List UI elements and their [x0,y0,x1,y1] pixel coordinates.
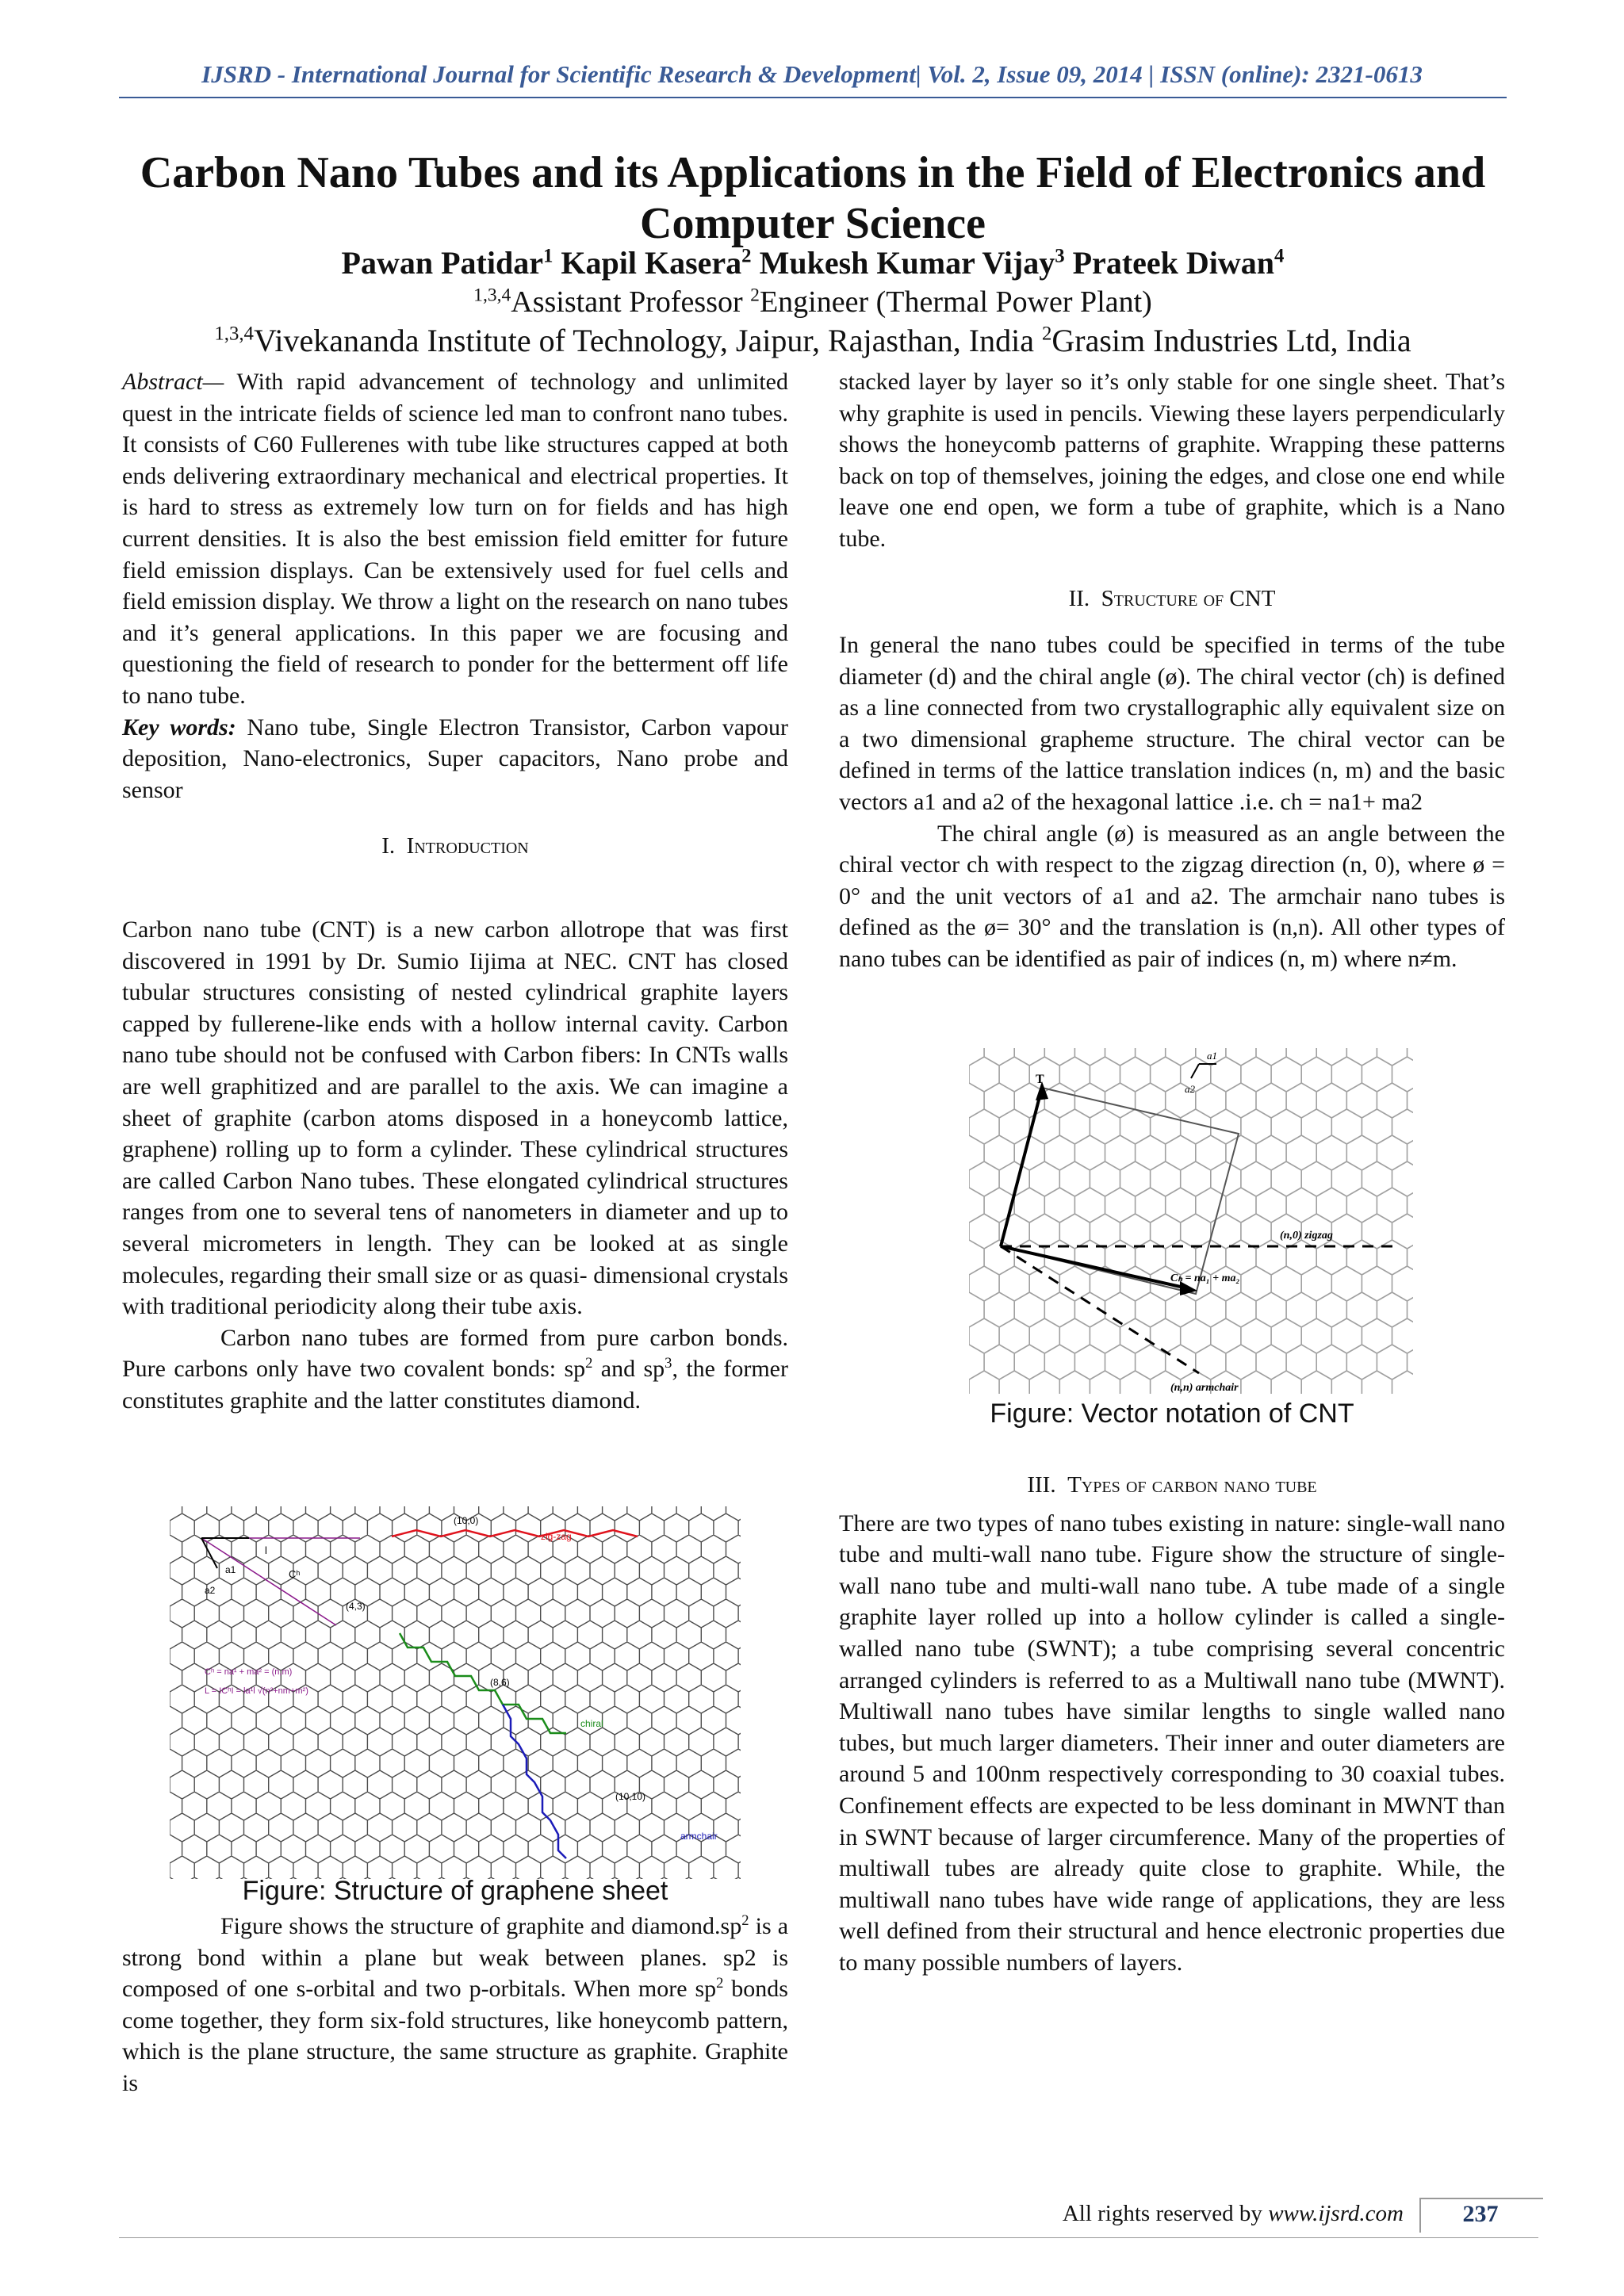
a2-unit [1191,1064,1199,1078]
affil-sup: 1,3,4 [214,323,254,345]
author-name: Kapil Kasera [561,245,742,281]
a2-label: a2 [1185,1083,1195,1095]
affil-sup: 1,3,4 [473,285,511,306]
vector-figure-caption: Figure: Vector notation of CNT [990,1399,1354,1429]
armchair-direction [1001,1246,1199,1373]
author-name: Prateek Diwan [1072,245,1275,281]
point-label: (4,3) [346,1601,366,1612]
keywords-label: Key words: [122,714,236,740]
paper-title: Carbon Nano Tubes and its Applications in the Field of Electronics and Computer Science [140,148,1486,248]
a1-label: a1 [225,1564,236,1575]
footer-site-link[interactable]: www.ijsrd.com [1268,2201,1404,2226]
ch-label: Cʰ [289,1568,301,1580]
armchair-path [503,1705,566,1858]
right-column-structure [839,629,1505,975]
left-column-intro [122,914,788,1417]
author-name: Mukesh Kumar Vijay [759,245,1055,281]
vector-lattice [969,1048,1413,1394]
right-column-top [839,366,1505,614]
left-column-bottom [122,1911,788,2099]
author-sup: 2 [741,245,752,267]
structure-paragraph-2: The chiral angle (ø) is measured as an angle between the chiral vector ch with respect to the zigzag direction (n, 0), where ø = 0° and the unit vectors of a1 and a2. The armchair nano tubes is defined as the ø= 30° and the translation is (n,n). All other types of nano tubes can be identified as pair of indices (n, m) where n≠m. [839,820,1505,972]
header-rule [119,97,1507,98]
footer-rule [119,2237,1538,2238]
structure-paragraph-1: In general the nano tubes could be specified in terms of the tube diameter (d) and the chiral angle (ø). The chiral vector (ch) is defined as a line connected from two crystallographic ally equivalent size on a two dimensional grapheme structure. The chiral vector can be defined in terms of the lattice translation indices (n, m) and the basic vectors a1 and a2 of the hexagonal lattice .i.e. ch = na1+ ma2 [839,632,1505,815]
types-paragraph-1: There are two types of nano tubes existing in nature: single-wall nano tube and multi-wall nano tube. Figure show the structure of single-wall nano tube and multi-wall nano tube. A tube made of a single graphite layer rolled up into a hollow cylinder is called a single-walled nano tube (SWNT); a tube comprising several concentric arranged cylinders is referred to as a Multiwall nano tube (MWNT). Multiwall nano tubes have similar lengths to single walled nano tubes, but much larger diameters. Their inner and outer diameters are around 5 and 100nm respectively corresponding to 30 coaxial tubes. Confinement effects are expected to be less dominant in MWNT than in SWNT because of larger circumference. Many of the properties of multiwall tubes are already quite close to graphite. While, the multiwall nano tubes have wide range of applications, they are less well defined from their structural and hence electronic properties due to many possible numbers of layers. [839,1510,1505,1976]
keywords-text: Nano tube, Single Electron Transistor, Carbon vapour deposition, Nano-electronics, Super capacitors, Nano probe and sensor [122,714,788,803]
affiliation-institutions [119,322,1507,360]
l-label: l [265,1544,267,1556]
graphene-paths [392,1530,638,1858]
armchair-label: (n,n) armchair [1170,1382,1239,1394]
chiral-index: (8,6) [490,1677,510,1688]
zigzag-index: (10,0) [454,1515,479,1526]
graphene-sheet-figure [170,1506,741,1879]
hexagon-grid [969,1048,1413,1394]
affil-sup: 2 [750,285,760,306]
intro-paragraph-1: Carbon nano tube (CNT) is a new carbon allotrope that was first discovered in 1991 by Dr. Sumio Iijima at NEC. CNT has closed tubular structures consisting of nested cylindrical graphite layers capped by fullerene-like ends with a hollow internal cavity. Carbon nano tube should not be confused with Carbon fibers: In CNTs walls are well graphitized and are parallel to the axis. We can imagine a sheet of graphite (carbon atoms disposed in a honeycomb lattice, graphene) rolling up to form a cylinder. These cylindrical structures are called Carbon Nano tubes. These elongated cylindrical structures ranges from one to several tens of nanometers in diameter and up to several micrometers in length. They can be looked at as single molecules, regarding their small size or as quasi- dimensional crystals with traditional periodicity along their tube axis. [122,916,788,1320]
armchair-label: armchair [680,1831,718,1842]
section-heading-types: III. Types of carbon nano tube [1027,1472,1317,1498]
page-number: 237 [1462,2201,1499,2227]
affil-text: Grasim Industries Ltd, India [1051,323,1411,358]
a1-label: a1 [1207,1050,1217,1062]
footer-rights: All rights reserved by www.ijsrd.com [1062,2201,1404,2226]
section-heading-intro: I. Introduction [381,833,529,859]
author-sup: 3 [1055,245,1065,267]
a2-label: a2 [205,1585,216,1596]
equation-2: L = ICʰI = la¹l √(n²+nm+m²) [205,1686,308,1696]
affil-text: Engineer (Thermal Power Plant) [759,285,1152,319]
intro-paragraph-3-continued: stacked layer by layer so it’s only stable for one single sheet. That’s why graphite is used in pencils. Viewing these layers perpendicularly shows the honeycomb patterns of graphite. Wrapping these patterns back on top of themselves, joining the edges, and close one end while leave one end open, we form a tube of graphite, which is a Nano tube. [839,369,1505,552]
abstract-label: Abstract— [122,369,224,395]
right-column-types [839,1472,1505,1979]
affil-text: Assistant Professor [511,285,751,319]
ch-label: Cₕ = na₁ + ma₂ [1170,1272,1240,1284]
affil-sup: 2 [1041,323,1052,345]
author-list [119,244,1507,282]
chiral-label: chiral [580,1718,603,1729]
intro-paragraph-2: Carbon nano tubes are formed from pure carbon bonds. Pure carbons only have two covalent bonds: $sp^2$ and $sp^3$, the former constitutes graphite and the latter constitutes diamond. [122,1324,788,1414]
abstract-text: With rapid advancement of technology and unlimited quest in the intricate fields of science led man to confront nano tubes. It consists of C60 Fullerenes with tube like structures capped at both ends delivering extraordinary mechanical and electrical properties. It is hard to stress as extremely low turn on for fields and has high current densities. It is also the best emission field emitter for future field emission displays. Can be extensively used for fuel cells and field emission display. We throw a light on the research on nano tubes and it’s general applications. In this paper we are focusing and questioning the field of research to ponder for the betterment off life to nano tube. [122,369,788,709]
armchair-index: (10,10) [615,1791,646,1802]
affiliation-roles [119,284,1507,320]
intro-paragraph-3: Figure shows the structure of graphite and $diamond.sp^2$ is a strong bond within a plane but weak between planes. sp2 is composed of one s-orbital and two p-orbitals. When more $sp^2$ bonds come together, they form six-fold structures, like honeycomb pattern, which is the plane structure, the same structure as graphite. Graphite is [122,1912,789,2096]
zigzag-label: zig-zag [541,1531,572,1542]
journal-header: IJSRD - International Journal for Scientific Research & Development| Vol. 2, Issue 09, 2014 | ISSN (online): 2321-0613 [201,60,1423,88]
section-heading-structure: II. Structure of CNT [1068,585,1276,611]
keywords [122,712,788,806]
graphene-figure-caption: Figure: Structure of graphene sheet [242,1876,668,1906]
author-sup: 4 [1274,245,1285,267]
equation-1: Cʰ = na¹ + ma² = (n,m) [205,1667,293,1677]
affil-text: Vivekananda Institute of Technology, Jaipur, Rajasthan, India [253,323,1042,358]
zigzag-label: (n,0) zigzag [1280,1230,1333,1242]
author-sup: 1 [542,245,553,267]
vector-notation-figure [969,1048,1413,1394]
left-column-top [122,366,788,863]
t-label: T [1036,1073,1044,1086]
abstract [122,366,788,712]
author-name: Pawan Patidar [341,245,543,281]
